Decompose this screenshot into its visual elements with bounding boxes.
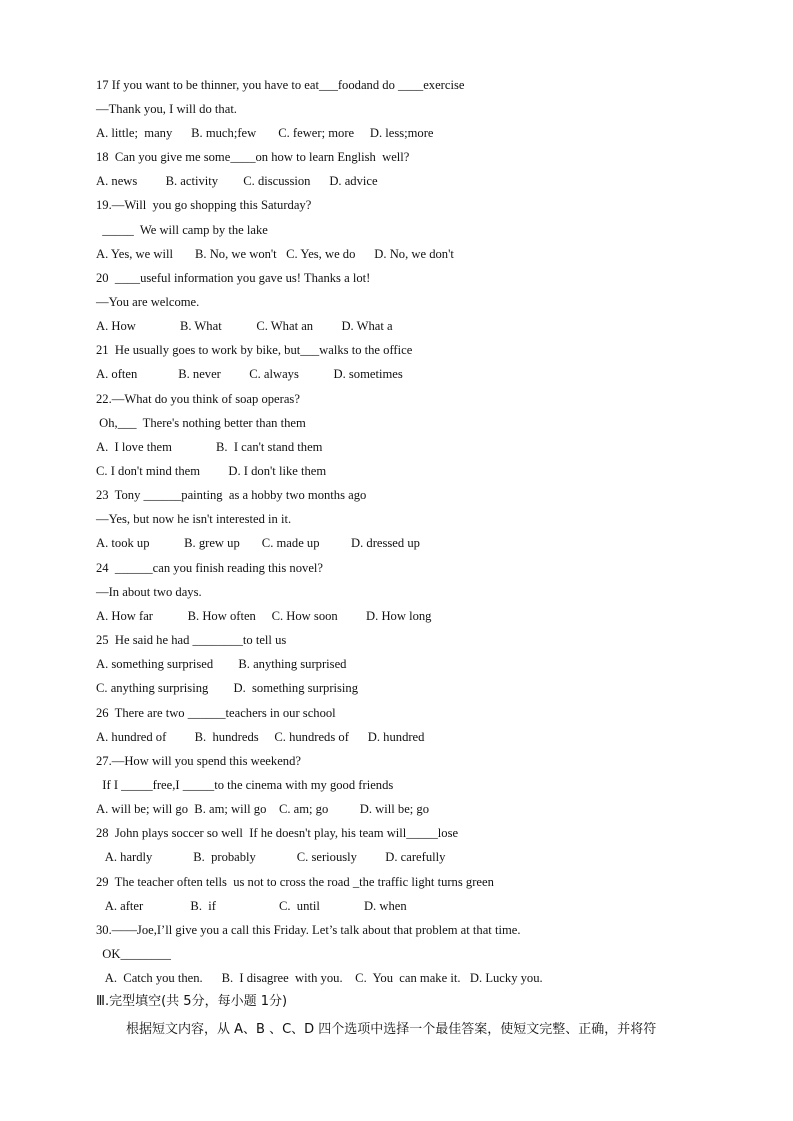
q19-stem: 19.—Will you go shopping this Saturday?: [96, 198, 312, 212]
q18-options: A. news B. activity C. discussion D. advice: [96, 174, 378, 188]
q25-stem: 25 He said he had ________to tell us: [96, 633, 287, 647]
q28-stem: 28 John plays soccer so well If he doesn't play, his team will_____lose: [96, 826, 459, 840]
q20-options: A. How B. What C. What an D. What a: [96, 319, 393, 333]
q25-options-cd: C. anything surprising D. something surprising: [96, 681, 359, 695]
section-instruction: 根据短文内容，从 A、B 、C、D 四个选项中选择一个最佳答案，使短文完整、正确，并将符: [126, 1022, 657, 1037]
q29-stem: 29 The teacher often tells us not to cross the road _the traffic light turns green: [96, 875, 494, 889]
q27-reply: If I _____free,I _____to the cinema with my good friends: [96, 778, 394, 792]
q24-stem: 24 ______can you finish reading this novel?: [96, 561, 323, 575]
q29-options: A. after B. if C. until D. when: [96, 899, 407, 913]
q23-reply: —Yes, but now he isn't interested in it.: [96, 512, 292, 526]
q21-stem: 21 He usually goes to work by bike, but___walks to the office: [96, 343, 413, 357]
q20-reply: —You are welcome.: [96, 295, 200, 309]
q19-reply: _____ We will camp by the lake: [96, 223, 268, 237]
q30-reply: OK________: [96, 947, 171, 961]
q24-options: A. How far B. How often C. How soon D. How long: [96, 609, 432, 623]
q19-options: A. Yes, we will B. No, we won't C. Yes, we do D. No, we don't: [96, 247, 454, 261]
q30-stem: 30.——Joe,I’ll give you a call this Friday. Let’s talk about that problem at that time.: [96, 923, 521, 937]
q17-reply: —Thank you, I will do that.: [96, 102, 237, 116]
q23-options: A. took up B. grew up C. made up D. dressed up: [96, 536, 420, 550]
q23-stem: 23 Tony ______painting as a hobby two months ago: [96, 488, 367, 502]
q22-options-cd: C. I don't mind them D. I don't like them: [96, 464, 327, 478]
q27-options: A. will be; will go B. am; will go C. am; go D. will be; go: [96, 802, 430, 816]
q22-reply: Oh,___ There's nothing better than them: [96, 416, 306, 430]
q27-stem: 27.—How will you spend this weekend?: [96, 754, 301, 768]
q18-stem: 18 Can you give me some____on how to learn English well?: [96, 150, 410, 164]
q26-options: A. hundred of B. hundreds C. hundreds of D. hundred: [96, 730, 425, 744]
q17-stem: 17 If you want to be thinner, you have to eat___foodand do ____exercise: [96, 78, 465, 92]
q26-stem: 26 There are two ______teachers in our school: [96, 706, 336, 720]
q17-options: A. little; many B. much;few C. fewer; more D. less;more: [96, 126, 434, 140]
section-heading: Ⅲ.完型填空(共 5分，每小题 1分): [96, 994, 288, 1009]
q22-options-ab: A. I love them B. I can't stand them: [96, 440, 323, 454]
q28-options: A. hardly B. probably C. seriously D. carefully: [96, 850, 446, 864]
q21-options: A. often B. never C. always D. sometimes: [96, 367, 403, 381]
q30-options: A. Catch you then. B. I disagree with you. C. You can make it. D. Lucky you.: [96, 971, 543, 985]
q22-stem: 22.—What do you think of soap operas?: [96, 392, 300, 406]
q25-options-ab: A. something surprised B. anything surprised: [96, 657, 347, 671]
q24-reply: —In about two days.: [96, 585, 202, 599]
q20-stem: 20 ____useful information you gave us! Thanks a lot!: [96, 271, 371, 285]
